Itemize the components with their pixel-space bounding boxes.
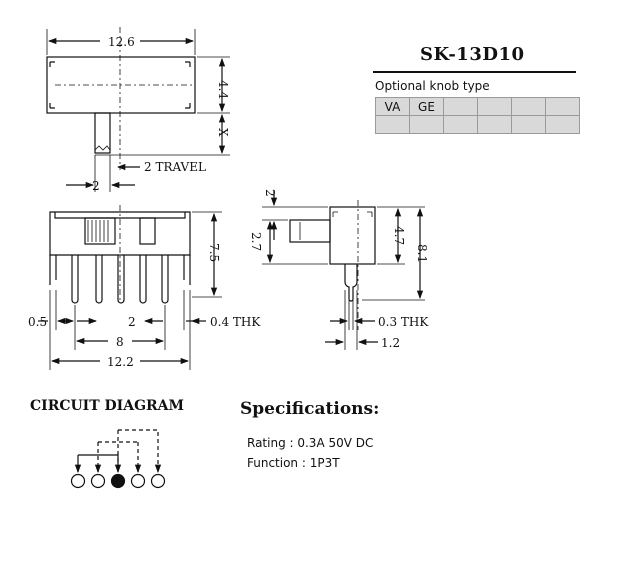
knob-empty-cell [478, 116, 512, 134]
dim-side-actuator: 2.7 [249, 232, 263, 252]
title-underline [373, 71, 576, 73]
dim-front-span: 8 [116, 335, 124, 349]
knob-empty-cell [512, 116, 546, 134]
dim-front-thk: 0.4 THK [210, 315, 261, 329]
front-view [38, 205, 222, 370]
dim-front-total: 12.2 [107, 355, 134, 369]
dim-side-body: 4.7 [392, 226, 406, 246]
dim-front-left: 0.5 [28, 315, 48, 329]
dim-travel: 2 TRAVEL [144, 160, 206, 174]
knob-type-table [375, 97, 580, 134]
spec-function: Function : 1P3T [247, 456, 340, 470]
dim-front-pitch: 2 [128, 315, 136, 329]
knob-empty-cell [444, 116, 478, 134]
terminal-1 [72, 475, 85, 488]
dim-top-pitch: 2 [92, 179, 100, 193]
knob-empty-cell [376, 116, 410, 134]
terminal-2 [92, 475, 105, 488]
circuit-terminals [72, 475, 165, 488]
dim-front-height: 7.5 [207, 243, 221, 263]
knob-empty-cell [546, 116, 580, 134]
dim-side-total: 8.1 [415, 244, 429, 264]
knob-cell-4 [478, 98, 512, 116]
knob-cell-1: VA [376, 98, 410, 116]
part-number-title: SK-13D10 [420, 44, 525, 65]
optional-knob-label: Optional knob type [375, 79, 490, 93]
knob-cell-5 [512, 98, 546, 116]
circuit-diagram-title: CIRCUIT DIAGRAM [30, 398, 185, 414]
knob-cell-3 [444, 98, 478, 116]
circuit-diagram [78, 430, 158, 472]
dim-side-top: 2 [263, 189, 277, 197]
dim-side-width: 1.2 [381, 336, 401, 350]
spec-rating: Rating : 0.3A 50V DC [247, 436, 374, 450]
specifications-title: Specifications: [240, 399, 380, 419]
knob-cell-2: GE [410, 98, 444, 116]
knob-empty-cell [410, 116, 444, 134]
terminal-common [112, 475, 125, 488]
dim-top-x: X [216, 128, 230, 137]
terminal-5 [152, 475, 165, 488]
dim-top-height: 4.4 [216, 80, 230, 100]
dim-top-width: 12.6 [108, 35, 135, 49]
terminal-4 [132, 475, 145, 488]
knob-cell-6 [546, 98, 580, 116]
dim-side-thk: 0.3 THK [378, 315, 429, 329]
